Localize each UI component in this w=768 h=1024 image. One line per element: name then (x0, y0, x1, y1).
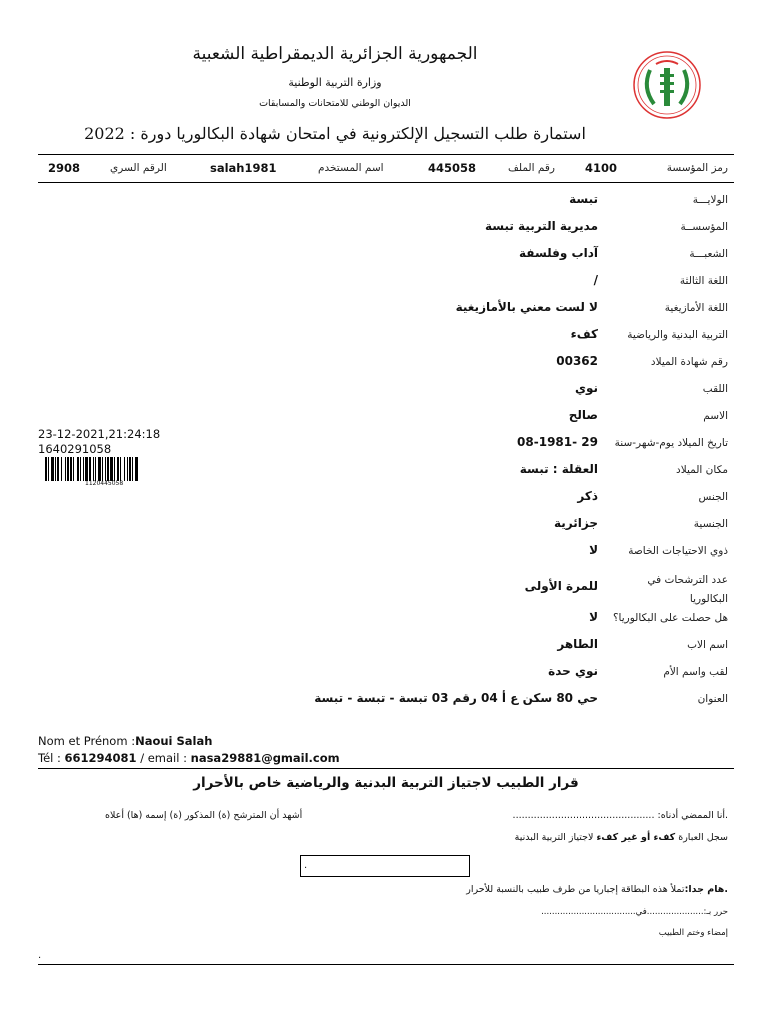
contact-tel-line (38, 751, 340, 765)
medical-title: قرار الطبيب لاجتياز التربية البدنية والرياضية خاص بالأحرار (193, 775, 579, 791)
doctor-signature-label: إمضاء وختم الطبيب (658, 928, 728, 938)
name-label: Nom et Prénom : (38, 734, 136, 748)
field-row (280, 515, 728, 537)
barcode-bar (127, 457, 128, 481)
medical-line1-left: أشهد أن المترشح (ة) المذكور (ة) إسمه (ها) أعلاه (105, 810, 303, 821)
footer-divider (38, 964, 734, 965)
contact-email: nasa29881@gmail.com (190, 751, 340, 765)
fitness-decision-box[interactable] (300, 855, 470, 877)
republic-title: الجمهورية الجزائرية الديمقراطية الشعبية (192, 44, 478, 64)
field-value: مديرية التربية تبسة (484, 219, 598, 233)
field-row (280, 353, 728, 375)
barcode-bar (65, 457, 66, 481)
barcode-bar (135, 457, 138, 481)
ministry-logo (632, 50, 702, 120)
field-label: لقب واسم الأم (663, 666, 728, 678)
ministry-title: وزارة التربية الوطنية (288, 76, 382, 89)
field-label: الشعبـــة (689, 248, 728, 260)
barcode-bar (98, 457, 101, 481)
field-label: اللغة الأمازيغية (664, 302, 728, 314)
office-title: الديوان الوطني للامتحانات والمسابقات (259, 98, 411, 109)
barcode-bar (105, 457, 106, 481)
field-row (280, 609, 728, 631)
field-label: اسم الاب (687, 639, 728, 651)
field-row (280, 690, 728, 712)
medical-line1-right: .أنا الممضي أدناه: ............................................... (512, 810, 728, 821)
field-row (280, 272, 728, 294)
email-label: / email : (136, 751, 191, 765)
barcode-bar (61, 457, 62, 481)
file-number: 445058 (428, 161, 477, 175)
field-row (280, 299, 728, 321)
field-label: ذوي الاحتياجات الخاصة (628, 545, 728, 557)
field-label: التربية البدنية والرياضية (627, 329, 728, 341)
field-value: ذكر (577, 489, 598, 503)
form-title: استمارة طلب التسجيل الإلكترونية في امتحان شهادة البكالوريا دورة : 2022 (84, 124, 586, 143)
barcode-bar (77, 457, 79, 481)
barcode-bar (107, 457, 109, 481)
field-row (280, 407, 728, 429)
barcode-bar (67, 457, 69, 481)
field-label: الولايـــة (692, 194, 728, 206)
field-value: جزائرية (554, 516, 598, 530)
field-label: العنوان (697, 693, 728, 705)
field-value: لا (589, 610, 598, 624)
field-value: صالح (568, 408, 598, 422)
stamp-code: 1640291058 (38, 442, 112, 456)
barcode-bar (70, 457, 72, 481)
field-row (280, 434, 728, 456)
field-value: لا (589, 543, 598, 557)
institution-code: 4100 (585, 161, 618, 175)
header-divider-top (38, 154, 734, 155)
username-label: اسم المستخدم (318, 162, 384, 174)
field-row (280, 326, 728, 348)
field-value: الطاهر (557, 637, 598, 651)
barcode-bar (85, 457, 88, 481)
barcode-bar (57, 457, 59, 481)
barcode-bar (110, 457, 113, 481)
barcode-bar (129, 457, 131, 481)
barcode-bar (93, 457, 94, 481)
field-value: / (593, 273, 598, 287)
written-at: حرر بـ:.....................في................................... (541, 907, 728, 917)
file-number-label: رقم الملف (508, 162, 555, 174)
field-row (280, 218, 728, 240)
field-label: عدد الترشحات في البكالوريا (647, 574, 728, 605)
barcode-number: 1120445058 (85, 480, 124, 487)
barcode (45, 457, 170, 481)
barcode-bar (73, 457, 74, 481)
barcode-bar (117, 457, 119, 481)
barcode-bar (83, 457, 84, 481)
field-value: العقلة : تبسة (519, 462, 598, 476)
field-label: اللقب (702, 383, 728, 395)
medical-divider (38, 768, 734, 769)
field-row (280, 245, 728, 267)
barcode-bar (80, 457, 81, 481)
important-note: .هام جدا:تملأ هذه البطاقة إجباريا من طرف طبيب بالنسبة للأحرار (466, 884, 728, 895)
field-label: هل حصلت على البكالوريا؟ (612, 612, 728, 624)
footer-dot: . (38, 950, 42, 961)
stamp-datetime: 23-12-2021,21:24:18 (38, 427, 161, 441)
field-value: كفء (570, 327, 598, 341)
barcode-bar (132, 457, 133, 481)
secret-number: 2908 (48, 161, 81, 175)
field-row (280, 542, 728, 564)
field-value: آداب وفلسفة (519, 246, 598, 260)
field-value: نوي حدة (548, 664, 598, 678)
institution-code-label: رمز المؤسسة (666, 162, 728, 174)
username: salah1981 (210, 161, 277, 175)
barcode-bar (95, 457, 96, 481)
field-label: الجنس (698, 491, 728, 503)
secret-label: الرقم السري (110, 162, 167, 174)
field-value: 29 -08-1981 (517, 435, 598, 449)
field-label: المؤسســة (680, 221, 728, 233)
barcode-bar (55, 457, 56, 481)
barcode-bar (89, 457, 91, 481)
field-label: رقم شهادة الميلاد (650, 356, 728, 368)
field-label: الاسم (703, 410, 728, 422)
field-value: نوي (574, 381, 598, 395)
field-row (280, 461, 728, 483)
field-value: حي 80 سكن ع أ 04 رقم 03 تبسة - تبسة - تبسة (314, 691, 598, 705)
field-label: اللغة الثالثة (679, 275, 728, 287)
field-label: مكان الميلاد (676, 464, 728, 476)
barcode-bar (48, 457, 49, 481)
field-value: للمرة الأولى (524, 579, 598, 593)
medical-line2: سجل العبارة كفء أو غير كفء لاجتياز التربية البدنية (514, 832, 728, 843)
field-row (280, 488, 728, 510)
field-label: تاريخ الميلاد يوم-شهر-سنة (614, 437, 728, 449)
barcode-bar (120, 457, 121, 481)
contact-tel: 661294081 (64, 751, 137, 765)
field-row (280, 663, 728, 685)
barcode-bar (124, 457, 125, 481)
field-value: لا لست معني بالأمازيغية (455, 300, 598, 314)
contact-name-line (38, 734, 212, 748)
barcode-bar (114, 457, 115, 481)
field-row (280, 191, 728, 213)
field-value: تبسة (569, 192, 598, 206)
fitness-decision-value: . (304, 860, 308, 871)
field-row (280, 380, 728, 402)
contact-name: Naoui Salah (135, 734, 213, 748)
field-label: الجنسية (693, 518, 728, 530)
barcode-bar (102, 457, 103, 481)
barcode-bar (51, 457, 54, 481)
tel-label: Tél : (38, 751, 65, 765)
field-row (280, 636, 728, 658)
barcode-bar (45, 457, 47, 481)
header-divider-bottom (38, 182, 734, 183)
field-value: 00362 (556, 354, 598, 368)
field-row (280, 569, 728, 605)
